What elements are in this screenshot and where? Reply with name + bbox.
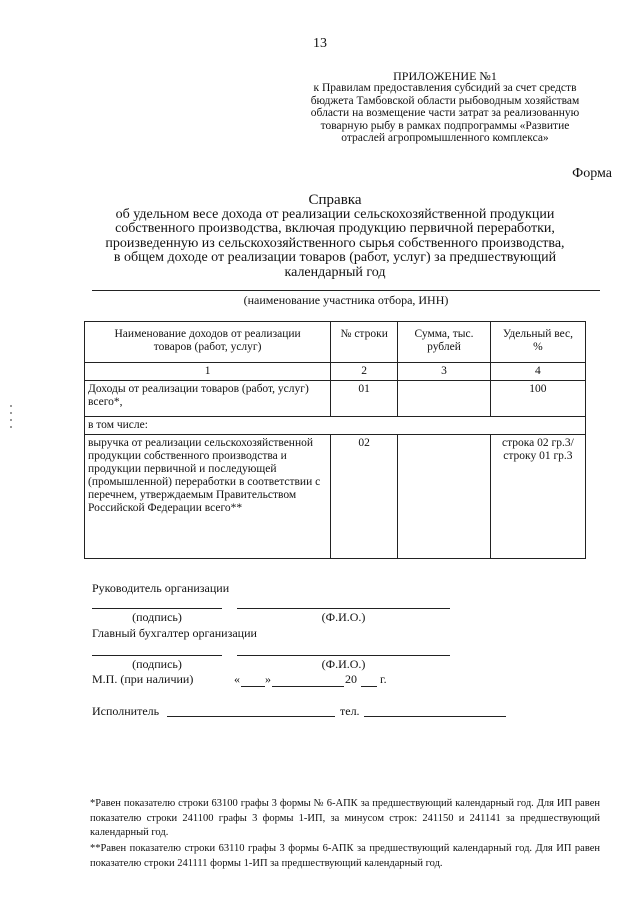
footnote-1: *Равен показателю строки 63100 графы 3 формы № 6-АПК за предшествующий календарный год. Для ИП равен показателю строки 241100 графы 3 формы 1-ИП, за минусом строк: 241150 и 241141 за предшествующий календарный год. (90, 798, 600, 838)
date-open-quote: « (234, 672, 240, 686)
participant-field-line[interactable] (92, 290, 600, 291)
row-name: Доходы от реализации товаров (работ, услуг) всего*, (85, 381, 331, 417)
stamp-label: М.П. (при наличии) (92, 672, 194, 686)
phone-label: тел. (340, 704, 360, 718)
title-line: в общем доходе от реализации товаров (работ, услуг) за предшествующий (113, 250, 557, 265)
title-heading: Справка (308, 192, 362, 208)
row-name: выручка от реализации сельскохозяйственной продукции собственного производства и продукции первичной и последующей (промышленной) переработки в соответствии с перечнем, утверждаемым Правительством Российской Федерации всего** (85, 435, 331, 559)
header-cell: Сумма, тыс. рублей (398, 322, 491, 363)
signature-caption: (подпись) (132, 657, 182, 671)
header-cell: Удельный вес, % (490, 322, 585, 363)
row-subheading: в том числе: (85, 417, 586, 435)
column-number-row (85, 363, 586, 381)
executor-name-line[interactable] (167, 716, 335, 717)
row-line-number: 02 (331, 435, 398, 559)
table-row (85, 381, 586, 417)
executor-label: Исполнитель (92, 704, 160, 718)
column-number: 2 (331, 363, 398, 381)
row-share: строка 02 гр.3/ строку 01 гр.3 (490, 435, 585, 559)
row-sum[interactable] (398, 435, 491, 559)
date-close-quote: » (265, 672, 271, 686)
appendix-line: бюджета Тамбовской области рыбоводным хозяйствам (310, 94, 580, 107)
accountant-signature-line[interactable] (92, 655, 222, 656)
date-year-prefix: 20 (345, 672, 357, 686)
title-line: собственного производства, включая продукцию первичной переработки, (115, 221, 555, 236)
footnote-2: **Равен показателю строки 63110 графы 3 формы 6-АПК за предшествующий календарный год. Для ИП равен показателю строки 241111 формы 1-ИП за предшествующий календарный год. (90, 843, 600, 869)
table-header-row (85, 322, 586, 363)
row-line-number: 01 (331, 381, 398, 417)
table-row (85, 435, 586, 559)
appendix-title: ПРИЛОЖЕНИЕ №1 (393, 69, 497, 83)
row-share: 100 (490, 381, 585, 417)
name-caption: (Ф.И.О.) (321, 657, 366, 671)
participant-caption: (наименование участника отбора, ИНН) (243, 293, 449, 307)
name-caption: (Ф.И.О.) (321, 610, 366, 624)
appendix-line: товарную рыбу в рамках подпрограммы «Развитие (320, 119, 570, 132)
head-label: Руководитель организации (92, 581, 230, 595)
date-year-suffix: г. (380, 672, 387, 686)
date-month-line[interactable] (272, 686, 344, 687)
accountant-label: Главный бухгалтер организации (92, 626, 257, 640)
title-line: календарный год (284, 264, 386, 280)
accountant-name-line[interactable] (237, 655, 450, 656)
date-year-line[interactable] (361, 686, 377, 687)
column-number: 3 (398, 363, 491, 381)
header-cell: № строки (331, 322, 398, 363)
appendix-block (270, 70, 620, 144)
form-label: Форма (572, 166, 612, 181)
document-title (70, 193, 600, 280)
appendix-line: к Правилам предоставления субсидий за счет средств (313, 82, 577, 95)
appendix-line: области на возмещение части затрат за реализованную (310, 107, 580, 120)
income-table (84, 321, 586, 559)
title-line: произведенную из сельскохозяйственного сырья собственного производства, (105, 235, 565, 251)
phone-line[interactable] (364, 716, 506, 717)
row-sum[interactable] (398, 381, 491, 417)
head-signature-line[interactable] (92, 608, 222, 609)
table-row (85, 417, 586, 435)
margin-mark (10, 405, 12, 445)
header-cell: Наименование доходов от реализации товаров (работ, услуг) (85, 322, 331, 363)
column-number: 4 (490, 363, 585, 381)
title-line: об удельном весе дохода от реализации сельскохозяйственной продукции (115, 206, 555, 222)
head-name-line[interactable] (237, 608, 450, 609)
signature-caption: (подпись) (132, 610, 182, 624)
date-day-line[interactable] (241, 686, 265, 687)
appendix-line: отраслей агропромышленного комплекса» (341, 132, 549, 145)
page-number: 13 (313, 36, 327, 51)
column-number: 1 (85, 363, 331, 381)
